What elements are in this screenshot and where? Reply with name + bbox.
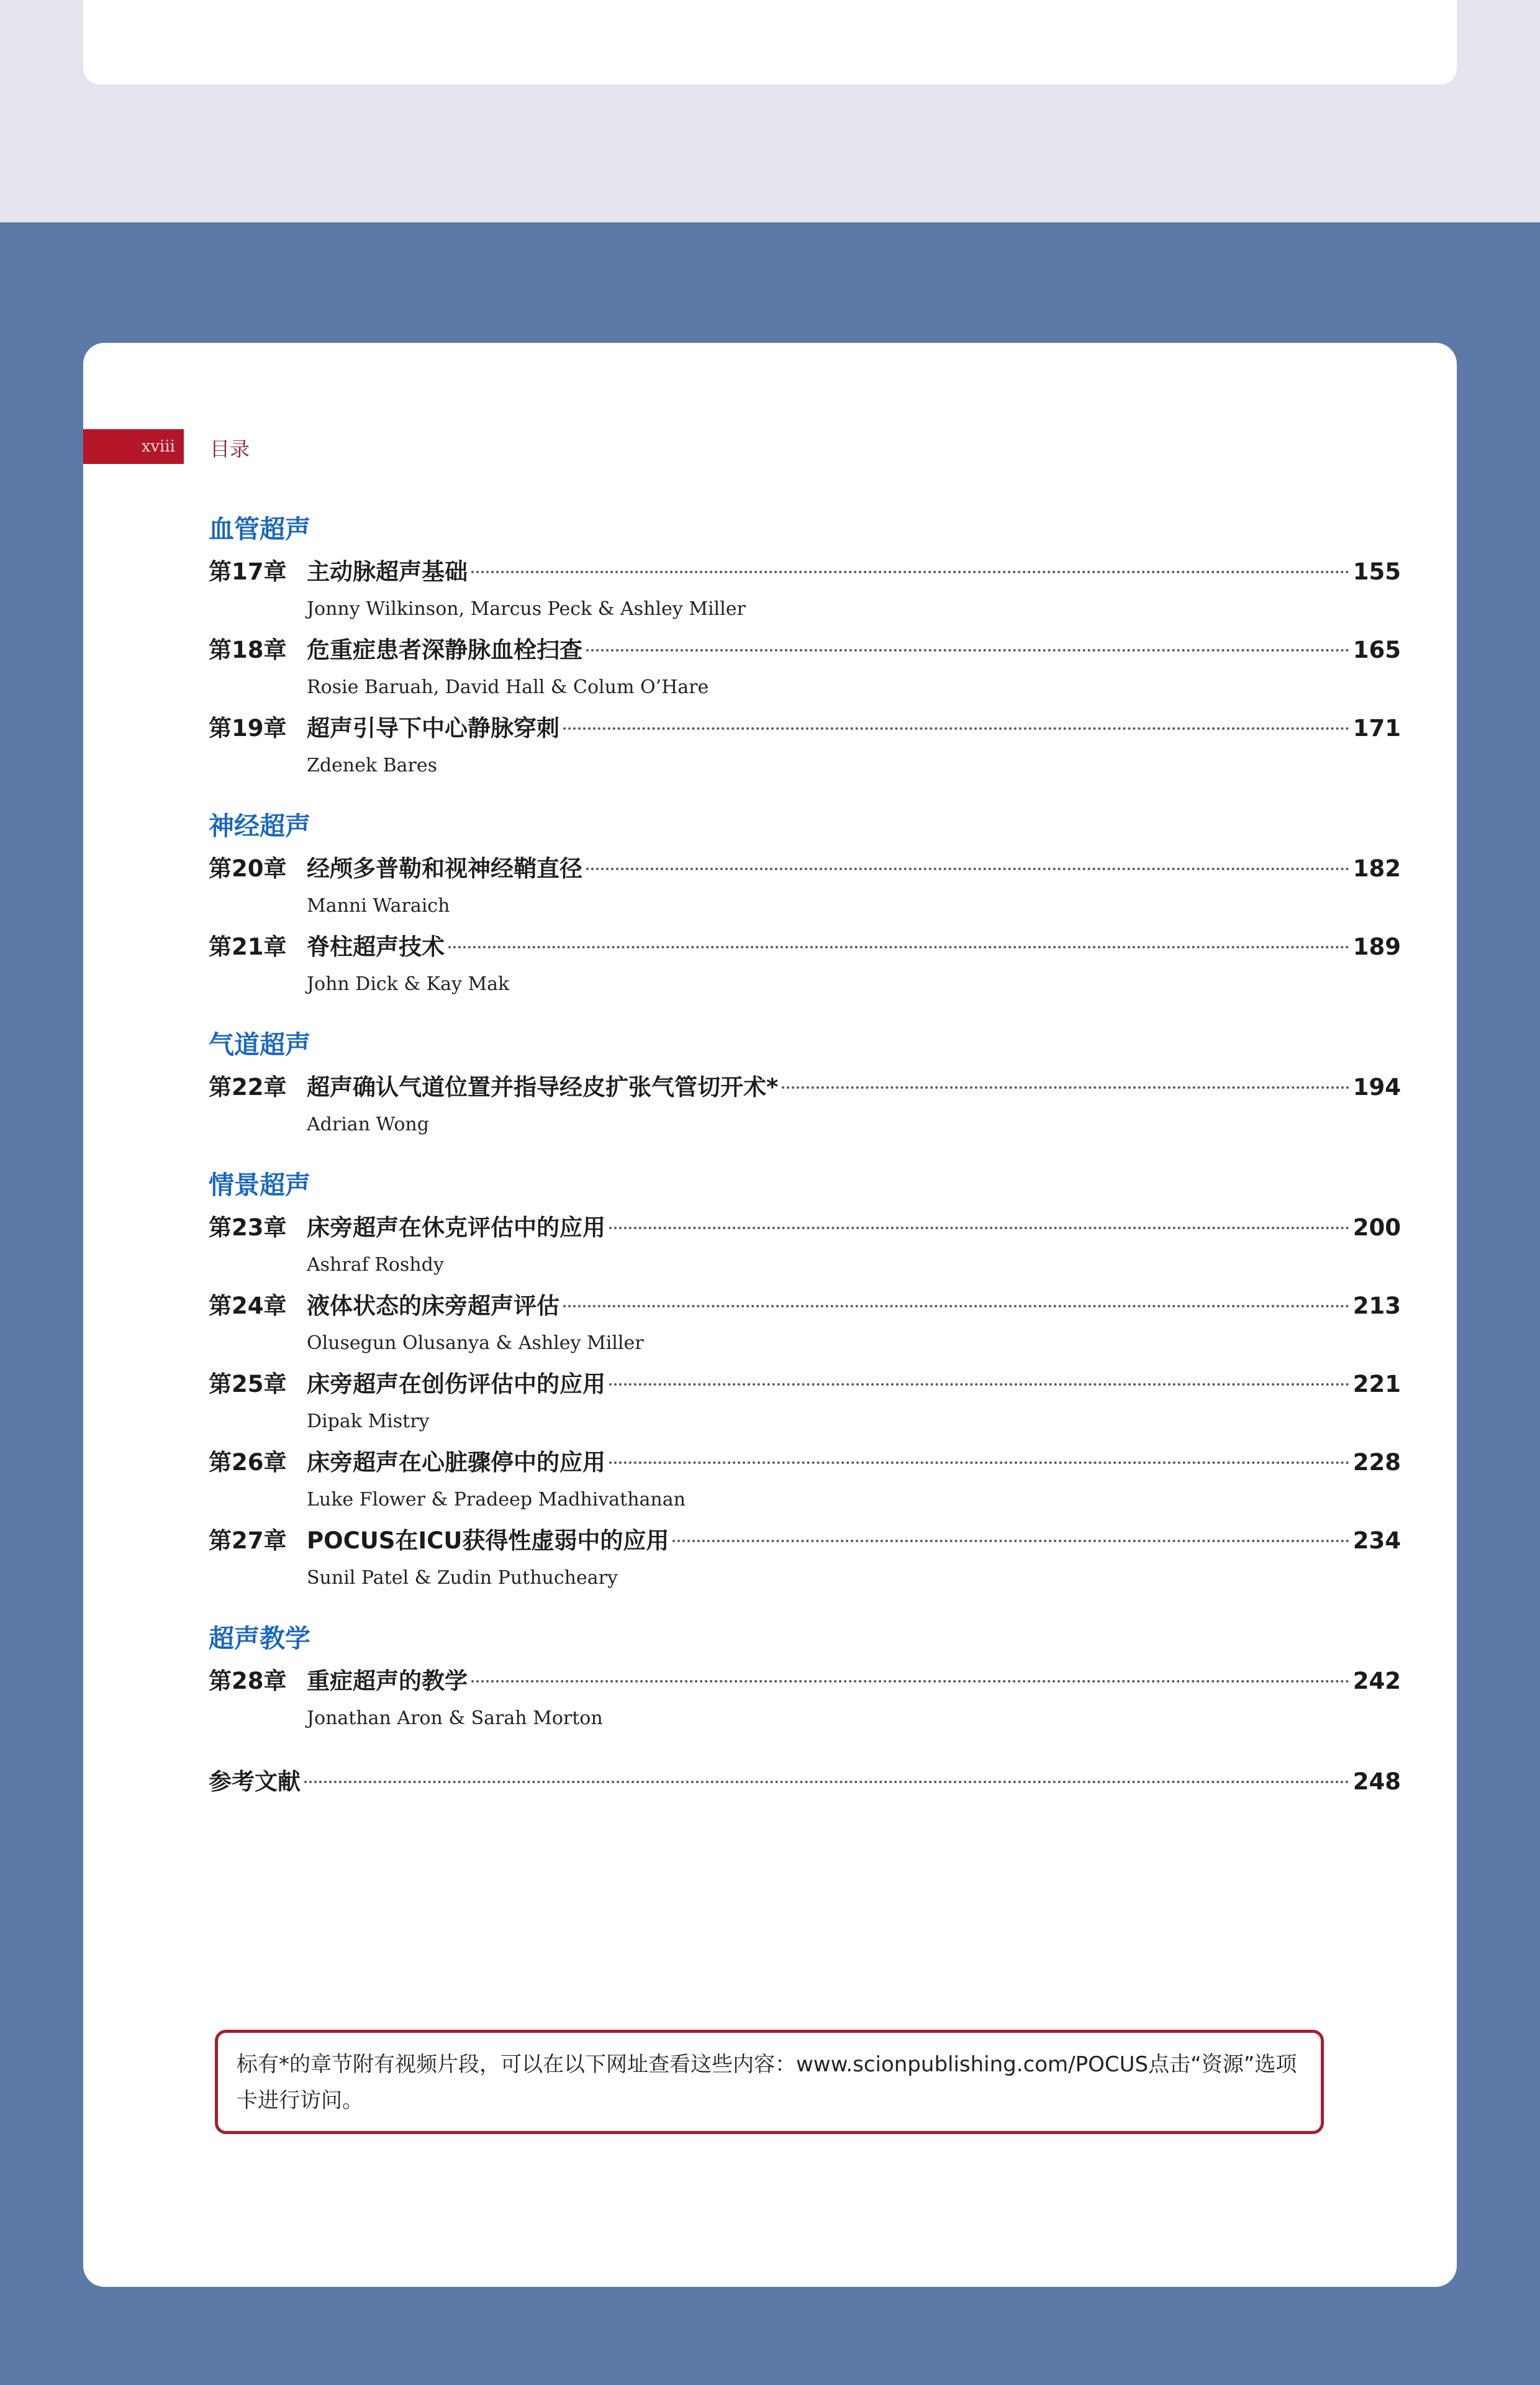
dot-leader	[609, 1461, 1349, 1464]
section-title: 神经超声	[209, 811, 310, 841]
section-title: 超声教学	[209, 1624, 310, 1653]
chapter-number: 第27章	[209, 1527, 287, 1554]
toc-entry[interactable]	[209, 631, 1401, 709]
chapter-title: 床旁超声在休克评估中的应用	[307, 1214, 605, 1241]
chapter-authors: Adrian Wong	[307, 1114, 429, 1135]
chapter-title: 主动脉超声基础	[307, 558, 468, 585]
chapter-title: 经颅多普勒和视神经鞘直径	[307, 855, 582, 882]
dot-leader	[563, 727, 1349, 730]
chapter-number: 第25章	[209, 1371, 287, 1397]
chapter-authors: Jonathan Aron & Sarah Morton	[307, 1707, 603, 1729]
toc-entry[interactable]	[209, 850, 1401, 928]
chapter-authors: Sunil Patel & Zudin Puthucheary	[307, 1567, 618, 1589]
toc-entry-line	[209, 553, 1401, 591]
section-title: 气道超声	[209, 1030, 310, 1060]
page-number: 242	[1352, 1668, 1401, 1694]
chapter-title: 脊柱超声技术	[307, 934, 445, 960]
chapter-title: 重症超声的教学	[307, 1668, 468, 1694]
top-band	[0, 0, 1540, 222]
toc-entry[interactable]	[209, 928, 1401, 1006]
chapter-title: 床旁超声在心脏骤停中的应用	[307, 1449, 605, 1476]
running-head: 目录	[210, 437, 250, 461]
toc-entry[interactable]	[209, 709, 1401, 788]
references-title: 参考文献	[209, 1768, 301, 1795]
toc-entry-line	[209, 631, 1401, 670]
page-number: 234	[1352, 1527, 1401, 1554]
toc-entry-line	[209, 1522, 1401, 1560]
chapter-number: 第18章	[209, 637, 287, 663]
chapter-title: 超声引导下中心静脉穿刺	[307, 715, 559, 742]
toc-entry[interactable]	[209, 1365, 1401, 1443]
previous-page-card	[83, 0, 1457, 84]
page-number: 228	[1352, 1449, 1401, 1476]
toc-entry-line	[209, 1287, 1401, 1325]
dot-leader	[471, 1680, 1349, 1683]
page-number: 155	[1352, 558, 1401, 585]
chapter-authors: Manni Waraich	[307, 895, 450, 917]
chapter-number: 第19章	[209, 715, 287, 742]
chapter-number: 第21章	[209, 934, 287, 960]
page-number: 200	[1352, 1214, 1401, 1241]
section-title: 情景超声	[209, 1170, 310, 1200]
toc-entry-line	[209, 1443, 1401, 1482]
toc-entry-line	[209, 850, 1401, 888]
toc-entry-line	[209, 1365, 1401, 1404]
chapter-authors: Olusegun Olusanya & Ashley Miller	[307, 1332, 644, 1354]
section-title: 血管超声	[209, 514, 310, 544]
chapter-title: 危重症患者深静脉血栓扫查	[307, 637, 582, 663]
dot-leader	[673, 1540, 1349, 1542]
page-number: 248	[1352, 1768, 1401, 1795]
table-of-contents	[209, 506, 1401, 1801]
toc-entry-line	[209, 1209, 1401, 1247]
chapter-number: 第17章	[209, 558, 287, 585]
chapter-number: 第23章	[209, 1214, 287, 1241]
toc-entry-line	[209, 928, 1401, 966]
toc-entry[interactable]	[209, 1068, 1401, 1147]
page-number: 171	[1352, 715, 1401, 742]
chapter-authors: Rosie Baruah, David Hall & Colum O’Hare	[307, 676, 709, 698]
chapter-authors: Ashraf Roshdy	[307, 1254, 444, 1276]
chapter-number: 第24章	[209, 1292, 287, 1319]
references-entry[interactable]	[209, 1763, 1401, 1801]
page-number: 213	[1352, 1292, 1401, 1319]
toc-entry-line	[209, 1662, 1401, 1701]
chapter-authors: Zdenek Bares	[307, 755, 438, 776]
chapter-number: 第26章	[209, 1449, 287, 1476]
toc-entry-line	[209, 709, 1401, 748]
toc-page	[83, 343, 1457, 2287]
toc-entry[interactable]	[209, 1522, 1401, 1600]
toc-entry[interactable]	[209, 1662, 1401, 1740]
page-number-tab: xviii	[83, 429, 184, 464]
dot-leader	[609, 1383, 1349, 1386]
dot-leader	[448, 946, 1349, 948]
chapter-authors: Dipak Mistry	[307, 1411, 430, 1432]
chapter-authors: Luke Flower & Pradeep Madhivathanan	[307, 1489, 686, 1510]
dot-leader	[782, 1086, 1349, 1089]
toc-entry[interactable]	[209, 553, 1401, 631]
page-number: 189	[1352, 934, 1401, 960]
dot-leader	[471, 571, 1349, 573]
page-number: 221	[1352, 1371, 1401, 1397]
dot-leader	[609, 1227, 1349, 1229]
dot-leader	[586, 868, 1349, 870]
page-number: 165	[1352, 637, 1401, 663]
toc-entry[interactable]	[209, 1209, 1401, 1287]
chapter-title: 液体状态的床旁超声评估	[307, 1292, 559, 1319]
chapter-authors: Jonny Wilkinson, Marcus Peck & Ashley Miller	[307, 598, 746, 620]
video-note-text: 标有*的章节附有视频片段，可以在以下网址查看这些内容：www.scionpublishing.com/POCUS点击“资源”选项卡进行访问。	[237, 2052, 1297, 2113]
page-number: 182	[1352, 855, 1401, 882]
chapter-number: 第28章	[209, 1668, 287, 1694]
toc-entry-line	[209, 1068, 1401, 1107]
video-note-box	[215, 2030, 1324, 2134]
dot-leader	[586, 649, 1349, 652]
chapter-number: 第20章	[209, 855, 287, 882]
chapter-number: 第22章	[209, 1074, 287, 1101]
toc-entry[interactable]	[209, 1287, 1401, 1365]
dot-leader	[563, 1305, 1349, 1307]
chapter-authors: John Dick & Kay Mak	[307, 973, 510, 995]
dot-leader	[304, 1781, 1349, 1783]
chapter-title: POCUS在ICU获得性虚弱中的应用	[307, 1527, 669, 1554]
page-number: 194	[1352, 1074, 1401, 1101]
chapter-title: 床旁超声在创伤评估中的应用	[307, 1371, 605, 1397]
toc-entry[interactable]	[209, 1443, 1401, 1522]
chapter-title: 超声确认气道位置并指导经皮扩张气管切开术*	[307, 1074, 779, 1101]
